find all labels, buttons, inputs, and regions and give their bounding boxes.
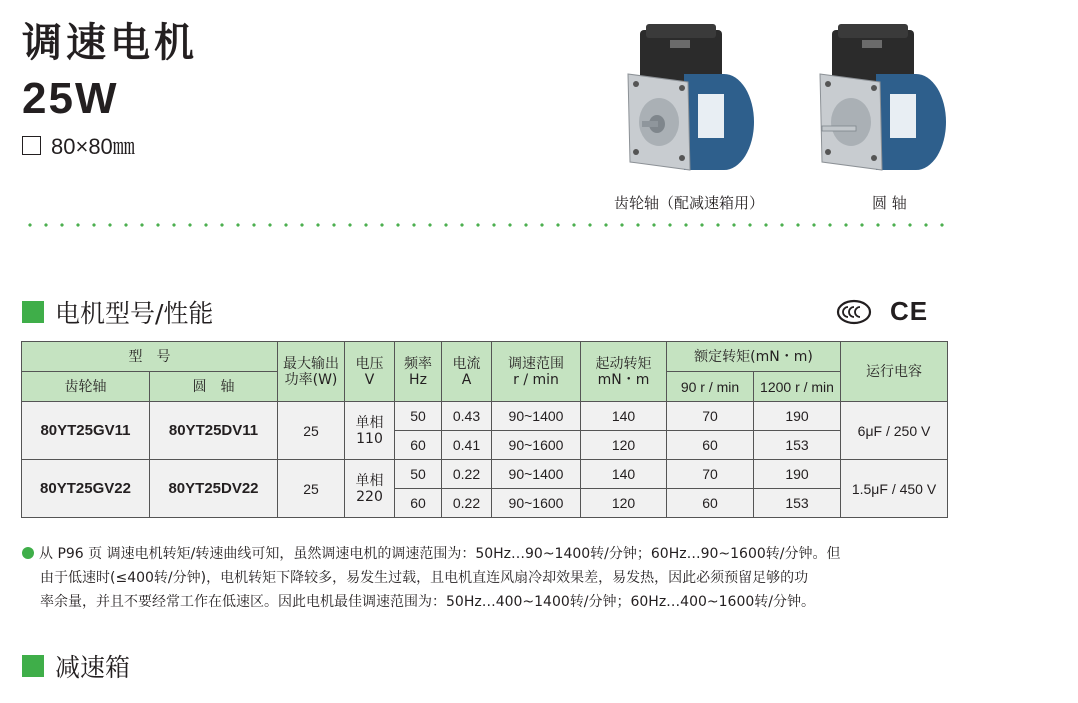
header-capacitor: 运行电容: [841, 342, 948, 402]
voltage-cell: 单相 110: [345, 402, 395, 460]
rated-torque-90-cell: 60: [667, 431, 754, 460]
green-bullet-icon: [22, 547, 34, 559]
green-square-icon: [22, 655, 44, 677]
section-gearbox-title: 减速箱: [55, 653, 131, 682]
spec-table: [21, 341, 948, 518]
header-gear-shaft: 齿轮轴: [22, 372, 150, 402]
section-models-title: 电机型号/性能: [55, 299, 214, 328]
section-gearbox-heading: [22, 648, 130, 684]
header-frequency: 频率 Hz: [395, 342, 442, 402]
certification-marks: [836, 296, 928, 327]
starting-torque-cell: 140: [581, 460, 667, 489]
header-model: 型 号: [22, 342, 278, 372]
current-cell: 0.22: [442, 460, 492, 489]
header-starting-torque: 起动转矩 mN・m: [581, 342, 667, 402]
rated-torque-1200-cell: 190: [754, 460, 841, 489]
round-model-cell: 80YT25DV22: [150, 460, 278, 518]
green-square-icon: [22, 301, 44, 323]
current-cell: 0.22: [442, 489, 492, 518]
frame-size-text: 80×80㎜: [51, 133, 135, 159]
starting-torque-cell: 140: [581, 402, 667, 431]
capacitor-cell: 1.5μF / 450 V: [841, 460, 948, 518]
starting-torque-cell: 120: [581, 489, 667, 518]
current-cell: 0.43: [442, 402, 492, 431]
section-models-heading: [22, 294, 213, 330]
header-current: 电流 A: [442, 342, 492, 402]
table-row: [22, 460, 948, 489]
frame-size: [22, 132, 135, 158]
note-line-1: 从 P96 页 调速电机转矩/转速曲线可知，虽然调速电机的调速范围为：50Hz…90~1400转/分钟；60Hz…90~1600转/分钟。但: [39, 546, 841, 562]
header-round-shaft: 圆 轴: [150, 372, 278, 402]
rated-torque-1200-cell: 153: [754, 489, 841, 518]
gear-model-cell: 80YT25GV11: [22, 402, 150, 460]
frequency-cell: 60: [395, 489, 442, 518]
ce-mark-icon: CE: [890, 296, 929, 326]
round-shaft-caption: 圆 轴: [872, 194, 907, 212]
rated-torque-1200-cell: 153: [754, 431, 841, 460]
speed-range-cell: 90~1400: [492, 460, 581, 489]
header-rated-90: 90 r / min: [667, 372, 754, 402]
round-shaft-motor-image: [816, 22, 956, 172]
note-line-2: 由于低速时(≤400转/分钟)，电机转矩下降较多，易发生过载，且电机直连风扇冷却效果差，易发热，因此必须预留足够的功: [40, 570, 809, 586]
header-speed-range: 调速范围 r / min: [492, 342, 581, 402]
capacitor-cell: 6μF / 250 V: [841, 402, 948, 460]
dotted-divider: [22, 222, 956, 228]
speed-range-cell: 90~1400: [492, 402, 581, 431]
gear-model-cell: 80YT25GV22: [22, 460, 150, 518]
frequency-cell: 50: [395, 402, 442, 431]
rated-torque-1200-cell: 190: [754, 402, 841, 431]
voltage-cell: 单相 220: [345, 460, 395, 518]
page-title: 调速电机: [22, 20, 198, 66]
square-icon: [22, 136, 41, 155]
table-row: [22, 402, 948, 431]
header-rated-torque: 额定转矩(mN・m): [667, 342, 841, 372]
header-voltage: 电压 V: [345, 342, 395, 402]
ccc-mark-icon: [836, 299, 872, 325]
rated-torque-90-cell: 70: [667, 460, 754, 489]
header-rated-1200: 1200 r / min: [754, 372, 841, 402]
frequency-cell: 60: [395, 431, 442, 460]
round-model-cell: 80YT25DV11: [150, 402, 278, 460]
power-cell: 25: [278, 402, 345, 460]
power-rating: 25W: [22, 74, 119, 123]
header-max-power: 最大输出功率(W): [278, 342, 345, 402]
current-cell: 0.41: [442, 431, 492, 460]
speed-range-cell: 90~1600: [492, 489, 581, 518]
speed-note: [22, 542, 952, 614]
starting-torque-cell: 120: [581, 431, 667, 460]
frequency-cell: 50: [395, 460, 442, 489]
rated-torque-90-cell: 60: [667, 489, 754, 518]
note-line-3: 率余量，并且不要经常工作在低速区。因此电机最佳调速范围为：50Hz…400~1400转/分钟；60Hz…400~1600转/分钟。: [40, 594, 815, 610]
gear-shaft-motor-image: [624, 22, 764, 172]
power-cell: 25: [278, 460, 345, 518]
speed-range-cell: 90~1600: [492, 431, 581, 460]
rated-torque-90-cell: 70: [667, 402, 754, 431]
gear-shaft-caption: 齿轮轴（配减速箱用）: [614, 194, 765, 212]
